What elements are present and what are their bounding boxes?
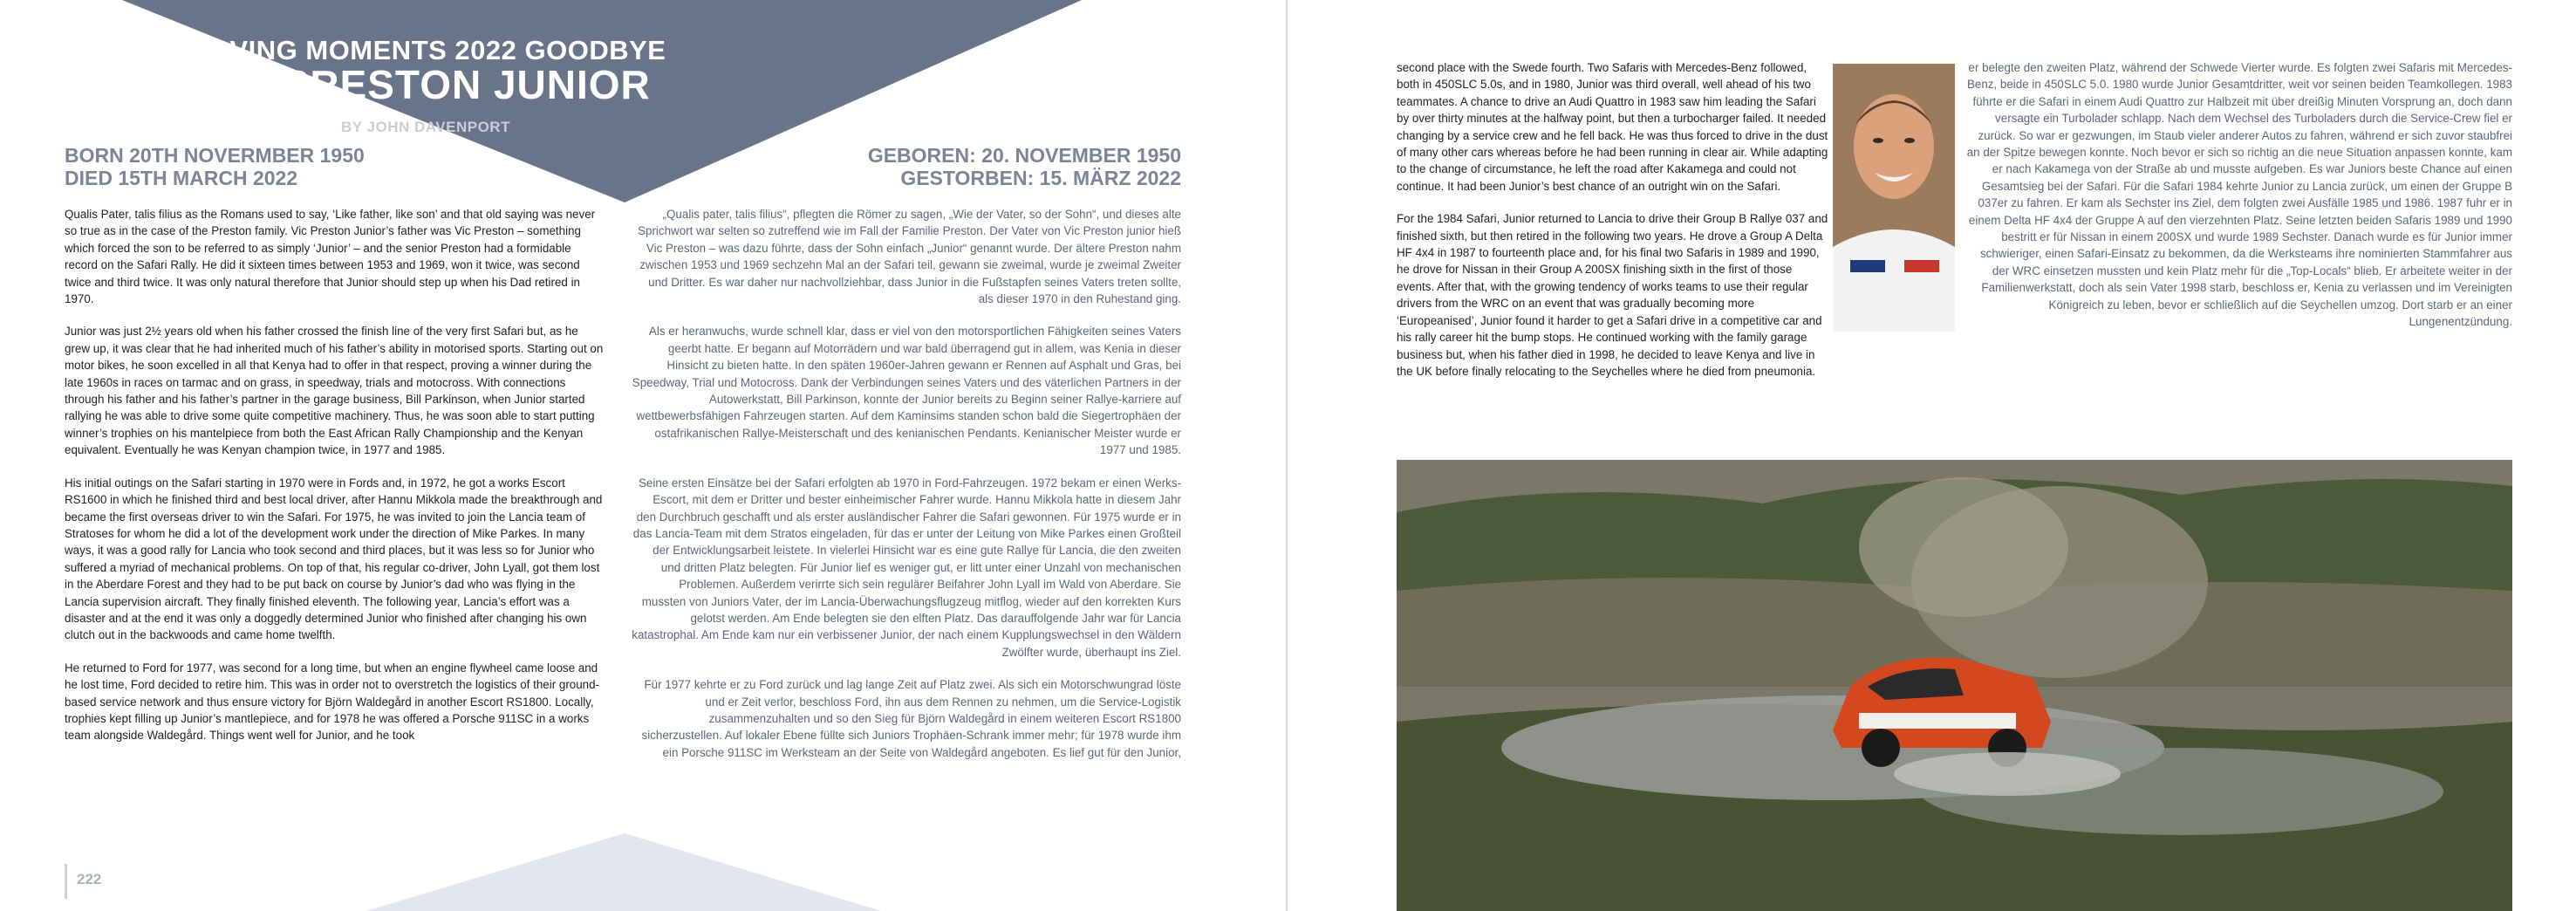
right-english-column <box>1397 59 1829 395</box>
paragraph: His initial outings on the Safari starting in 1970 were in Fords and, in 1972, he got a works Escort RS1600 in which he finished third and best local driver, after Hannu Mikkola made the breakthrough and became the first overseas driver to win the Safari. For 1975, he was invited to join the Lancia team of Stratoses for whom he did a lot of the development work under the direction of Mike Parkes. In many ways, it was a good rally for Lancia who took second and third places, but it was less so for Junior who suffered a myriad of mechanical problems. On top of that, his regular co-driver, John Lyall, got them lost in the Aberdare Forest and they had to be put back on course by Junior’s dad who was flying in the Lancia supervision aircraft. They finally finished eleventh. The following year, Lancia’s effort was a disaster and at the end it was only a doggedly determined Junior who finished after changing his own clutch out in the backwoods and came home twelfth. <box>65 476 603 642</box>
born-date-german: GEBOREN: 20. NOVEMBER 1950 <box>867 144 1181 167</box>
right-german-column <box>1964 59 2512 346</box>
portrait-photo <box>1833 64 1955 332</box>
paragraph: Junior was just 2½ years old when his father crossed the finish line of the very first Safari but, as he grew up, it was clear that he had inherited much of his father’s ability in motorised sports. Starting out on motor bikes, he soon excelled in all that Kenya had to offer in that respect, proving a winner during the late 1960s in races on tarmac and on grass, in speedway, trials and motocross. With connections through his father and his father’s partner in the garage business, Bill Parkinson, when Junior started rallying he was able to drive some quite competitive machinery. Thus, he was soon able to start putting winner’s trophies on his mantelpiece from both the East African Rally Championship and the Kenyan equivalent. Eventually he was Kenyan champion twice, in 1977 and 1985. <box>65 325 604 457</box>
paragraph: He returned to Ford for 1977, was second for a long time, but when an engine flywheel came loose and he lost time, Ford decided to retire him. This was in order not to overstretch the logistics of their ground-based service network and thus ensure victory for Björn Waldegård in another Escort RS1800. Locally, trophies kept filling up Junior’s mantlepiece, and for 1978 he was offered a Porsche 911SC in a works team alongside Waldegård. Things went well for Junior, and he took <box>65 661 600 743</box>
dates-english <box>65 144 365 189</box>
page-number: 222 <box>77 871 102 887</box>
paragraph: er belegte den zweiten Platz, während der Schwede Vierter wurde. Es folgten zwei Safaris mit Mercedes-Benz, beide in 450SLC 5.0. 1980 wurde Junior Gesamtdritter, weit vor seinen beiden Teamkollegen. 1983 führte er die Safari in einem Audi Quattro zur Halbzeit mit über dreißig Minuten Vorsprung an, doch dann versagte ein Turbolader schlapp. Nach dem Wechsel des Turboladers durch die Service-Crew fiel er zurück. So war er gezwungen, im Staub vieler anderer Autos zu fahren, während er sich zuvor staubfrei an der Spitze bewegen konnte. Noch bevor er sich so richtig an die neue Situation anpassen konnte, kam er nach Kakamega von der Straße ab und musste aufgeben. Es war Juniors beste Chance auf einen Gesamtsieg bei der Safari. Für die Safari 1984 kehrte Junior zu Lancia zurück, um einen der Gruppe B 037er zu fahren. Er kam als Sechster ins Ziel, dem folgten zwei Ausfälle 1985 und 1986. 1987 fuhr er in einem Delta HF 4x4 der Gruppe A auf den vierzehnten Platz. Seine letzten beiden Safaris 1989 und 1990 bestritt er für Nissan in einem 200SX und wurde 1989 Sechster. Danach wurde es für Junior immer schwieriger, einen Safari-Einsatz zu bekommen, da die Werksteams ihre nominierten Stammfahrer aus der WRC einsetzen mussten und kein Platz mehr für die „Top-Locals“ blieb. Er arbeitete weiter in der Familienwerkstatt, doch als sein Vater 1998 starb, beschloss er, Kenia zu verlassen und im Vereinigten Königreich zu leben, bevor er schließlich auf die Seychellen umzog. Dort starb er an einer Lungenentzündung. <box>1966 61 2512 329</box>
paragraph: „Qualis pater, talis filius“, pflegten die Römer zu sagen, „Wie der Vater, so der Sohn“, und dieses alte Sprichwort war selten so zutreffend wie im Fall der Familie Preston. Der Vater von Vic Preston junior hieß Vic Preston – was dazu führte, dass der Sohn einfach „Junior“ genannt wurde. Der ältere Preston nahm zwischen 1953 und 1969 sechzehn Mal an der Safari teil, gewann sie zweimal, wurde je zweimal Zweiter und Dritter. Es war daher nur nachvollziehbar, dass Junior in die Fußstapfen seines Vaters treten sollte, als dieser 1970 in den Ruhestand ging. <box>638 208 1181 306</box>
article-title: VIC PRESTON JUNIOR <box>201 62 651 107</box>
paragraph: Für 1977 kehrte er zu Ford zurück und lag lange Zeit auf Platz zwei. Als sich ein Motorschwungrad löste und er Zeit verlor, beschloss Ford, ihn aus dem Rennen zu nehmen, um die Service-Logistik zusammenzuhalten und so den Sieg für Björn Waldegård in einem weiteren Escort RS1800 sicherzustellen. Auf lokaler Ebene füllte sich Juniors Trophäen-Schrank immer mehr; für 1978 wurde ihm ein Porsche 911SC im Werksteam an der Seite von Waldegård angeboten. Es lief gut für den Junior, <box>641 678 1181 759</box>
died-date-english: DIED 15TH MARCH 2022 <box>65 167 298 189</box>
rally-car-photo <box>1397 460 2512 911</box>
paragraph: Als er heranwuchs, wurde schnell klar, dass er viel von den motorsportlichen Fähigkeiten seines Vaters geerbt hatte. Er begann auf Motorrädern und war bald überragend gut in allem, was Kenia in dieser Hinsicht zu bieten hatte. In den späten 1960er-Jahren gewann er Rennen auf Asphalt und Gras, bei Speedway, Trial und Motocross. Dank der Verbindungen seines Vaters und des väterlichen Partners in der Autowerkstatt, Bill Parkinson, konnte der Junior bereits zu Beginn seiner Rallye-karriere auf wettbewerbsfähigen Fahrzeugen starten. Auf dem Kaminsims standen schon bald die Siegertrophäen der ostafrikanischen Rallye-Meisterschaft und des kenianischen Pendants. Kenianischer Meister wurde er 1977 und 1985. <box>632 325 1181 457</box>
paragraph: For the 1984 Safari, Junior returned to Lancia to drive their Group B Rallye 037 and finished sixth, but then retired in the following two years. He drove a Group A Delta HF 4x4 in 1987 to fourteenth place and, for his final two Safaris in 1989 and 1990, he drove for Nissan in their Group A 200SX finishing sixth in the first of those events. After that, with the growing tendency of works teams to use their regular drivers from the WRC on an event that was gradually becoming more ‘Europeanised’, Junior found it harder to get a Safari drive in a competitive car and his rally career hit the bump stops. He continued working with the family garage business but, when his father died in 1998, he decided to leave Kenya and live in the UK before finally relocating to the Seychelles where he died from pneumonia. <box>1397 212 1828 378</box>
english-column <box>65 206 605 760</box>
page-number-bar <box>65 864 67 899</box>
paragraph: Qualis Pater, talis filius as the Romans used to say, ‘Like father, like son’ and that old saying was never so true as in the case of the Preston family. Vic Preston Junior’s father was Vic Preston – something which forced the son to be referred to as simply ‘Junior’ – and the senior Preston had a formidable record on the Safari Rally. He did it sixteen times between 1953 and 1969, won it twice, was second twice and third twice. It was only natural therefore that Junior should step up when his Dad retired in 1970. <box>65 208 596 306</box>
paragraph: second place with the Swede fourth. Two Safaris with Mercedes-Benz followed, both in 450SLC 5.0s, and in 1980, Junior was third overall, well ahead of his two teammates. A chance to drive an Audi Quattro in 1983 saw him leading the Safari by over thirty minutes at the halfway point, but then a turbocharger failed. It needed changing by a service crew and he fell back. He was thus forced to drive in the dust of many other cars whereas before he had been running in clear air. While adapting to the change of circumstance, he left the road after Kakamega and could not continue. It had been Junior’s best chance of an outright win on the Safari. <box>1397 61 1828 193</box>
portrait-illustration <box>1833 64 1955 332</box>
dates-german <box>868 144 1181 189</box>
article-kicker: MOVING MOMENTS 2022 GOODBYE <box>185 35 666 65</box>
bottom-triangle <box>366 833 881 911</box>
rally-car-illustration <box>1397 460 2512 911</box>
paragraph: Seine ersten Einsätze bei der Safari erfolgten ab 1970 in Ford-Fahrzeugen. 1972 bekam er einen Werks-Escort, mit dem er Dritter und bester einheimischer Fahrer wurde. Hannu Mikkola hatte in diesem Jahr den Durchbruch geschafft und als erster ausländischer Fahrer die Safari gewonnen. Für 1975 wurde er in das Lancia-Team mit dem Stratos eingeladen, für das er unter der Leitung von Mike Parkes einen Großteil der Entwicklungsarbeit leistete. In vielerlei Hinsicht war es eine gute Rallye für Lancia, die den zweiten und dritten Platz belegten. Für Junior lief es weniger gut, er litt unter einer Unzahl von mechanischen Problemen. Außerdem verirrte sich sein regulärer Beifahrer John Lyall im Wald von Aberdare. Sie mussten von Juniors Vater, der im Lancia-Überwachungsflugzeug mitflog, wieder auf den korrekten Kurs gelotst werden. Am Ende belegten sie den elften Platz. Das darauffolgende Jahr war für Lancia katastrophal. Am Ende kam nur ein verbissener Junior, der nach einem Kupplungswechsel in den Wäldern Zwölfter wurde, überhaupt ins Ziel. <box>632 476 1181 659</box>
bottom-decoration <box>0 833 1288 911</box>
article-byline: BY JOHN DAVENPORT <box>341 119 510 135</box>
german-column <box>632 206 1181 777</box>
died-date-german: GESTORBEN: 15. MÄRZ 2022 <box>900 167 1181 189</box>
born-date-english: BORN 20TH NOVERMBER 1950 <box>65 144 365 167</box>
